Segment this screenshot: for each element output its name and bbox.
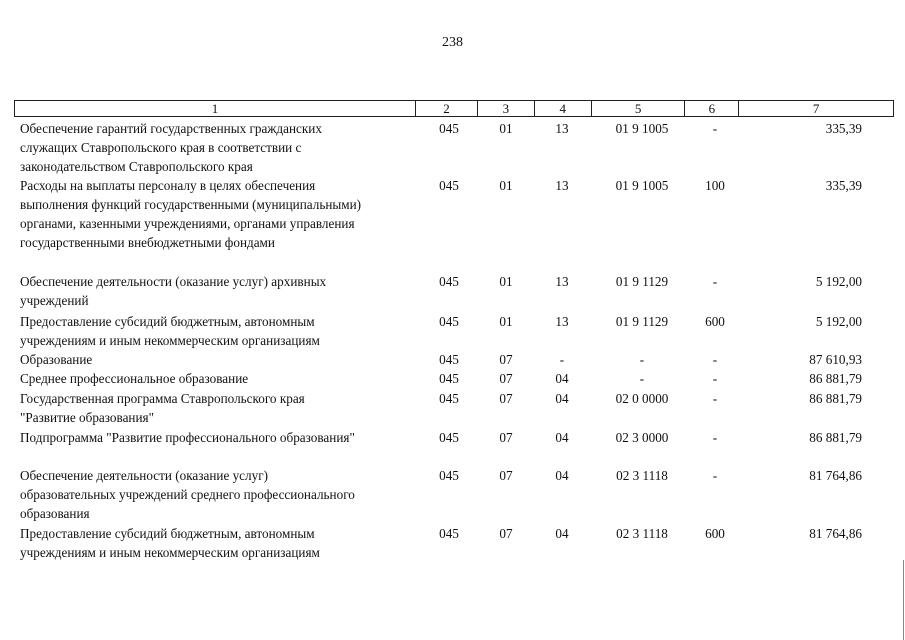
row-subsection: - — [559, 352, 565, 367]
row-expense-type: 100 — [705, 178, 725, 193]
row-name-line: учреждениям и иным некоммерческим организациям — [20, 333, 320, 348]
row-name — [20, 312, 420, 350]
row-target-article: 01 9 1129 — [615, 274, 669, 289]
header-col-5: 5 — [592, 101, 686, 116]
row-subsection: 04 — [555, 526, 569, 541]
row-name — [20, 524, 420, 562]
row-target-article: 02 3 0000 — [615, 430, 669, 445]
row-section: 07 — [499, 468, 513, 483]
row-name-line: Обеспечение гарантий государственных гражданских — [20, 121, 322, 136]
row-name-line: учреждений — [20, 293, 89, 308]
row-expense-type: - — [712, 274, 718, 289]
row-amount: 86 881,79 — [809, 391, 862, 406]
row-name-line: образовательных учреждений среднего профессионального — [20, 487, 355, 502]
row-expense-type: - — [712, 468, 718, 483]
row-name-line: Предоставление субсидий бюджетным, автономным — [20, 314, 315, 329]
row-name — [20, 119, 420, 176]
row-amount: 335,39 — [825, 178, 862, 193]
row-name-line: "Развитие образования" — [20, 410, 154, 425]
row-code: 045 — [439, 352, 459, 367]
row-name-line: законодательством Ставропольского края — [20, 159, 253, 174]
row-expense-type: - — [712, 371, 718, 386]
header-col-6: 6 — [685, 101, 739, 116]
row-name — [20, 466, 420, 523]
page-number: 238 — [442, 35, 463, 50]
row-target-article: 01 9 1005 — [615, 178, 669, 193]
row-name-line: Расходы на выплаты персоналу в целях обеспечения — [20, 178, 316, 193]
row-target-article: 01 9 1005 — [615, 121, 669, 136]
row-code: 045 — [439, 314, 459, 329]
row-amount: 5 192,00 — [815, 314, 862, 329]
row-section: 01 — [499, 178, 513, 193]
row-name — [20, 369, 420, 388]
row-expense-type: - — [712, 430, 718, 445]
row-code: 045 — [439, 274, 459, 289]
row-code: 045 — [439, 468, 459, 483]
row-amount: 86 881,79 — [809, 371, 862, 386]
row-amount: 87 610,93 — [809, 352, 862, 367]
row-target-article: - — [639, 352, 645, 367]
row-name-line: Образование — [20, 352, 93, 367]
row-name-line: государственными внебюджетными фондами — [20, 235, 275, 250]
row-code: 045 — [439, 430, 459, 445]
row-expense-type: - — [712, 121, 718, 136]
row-code: 045 — [439, 391, 459, 406]
row-target-article: 02 3 1118 — [616, 526, 668, 541]
row-expense-type: - — [712, 352, 718, 367]
row-section: 01 — [499, 314, 513, 329]
row-name — [20, 428, 420, 447]
row-amount: 81 764,86 — [809, 526, 862, 541]
header-col-3: 3 — [478, 101, 535, 116]
row-target-article: 01 9 1129 — [615, 314, 669, 329]
row-section: 01 — [499, 274, 513, 289]
row-expense-type: 600 — [705, 314, 725, 329]
row-code: 045 — [439, 371, 459, 386]
row-subsection: 13 — [555, 274, 569, 289]
row-section: 01 — [499, 121, 513, 136]
row-subsection: 13 — [555, 314, 569, 329]
row-code: 045 — [439, 178, 459, 193]
row-subsection: 04 — [555, 430, 569, 445]
row-target-article: 02 0 0000 — [615, 391, 669, 406]
row-name-line: Государственная программа Ставропольского края — [20, 391, 305, 406]
row-name-line: органами, казенными учреждениями, органами управления — [20, 216, 355, 231]
header-col-1: 1 — [15, 101, 416, 116]
row-subsection: 13 — [555, 121, 569, 136]
row-name-line: Подпрограмма "Развитие профессионального образования" — [20, 430, 355, 445]
scan-edge-mark — [903, 560, 904, 640]
row-name — [20, 350, 420, 369]
row-amount: 86 881,79 — [809, 430, 862, 445]
row-section: 07 — [499, 391, 513, 406]
table-header — [14, 100, 894, 117]
row-name — [20, 389, 420, 427]
row-target-article: - — [639, 371, 645, 386]
row-section: 07 — [499, 526, 513, 541]
row-code: 045 — [439, 526, 459, 541]
row-expense-type: 600 — [705, 526, 725, 541]
row-amount: 335,39 — [825, 121, 862, 136]
row-section: 07 — [499, 371, 513, 386]
row-expense-type: - — [712, 391, 718, 406]
row-code: 045 — [439, 121, 459, 136]
row-amount: 5 192,00 — [815, 274, 862, 289]
row-name-line: выполнения функций государственными (муниципальными) — [20, 197, 362, 212]
row-subsection: 13 — [555, 178, 569, 193]
row-section: 07 — [499, 352, 513, 367]
row-name-line: учреждениям и иным некоммерческим организациям — [20, 545, 320, 560]
row-subsection: 04 — [555, 468, 569, 483]
header-col-4: 4 — [535, 101, 592, 116]
row-name-line: Среднее профессиональное образование — [20, 371, 249, 386]
header-col-2: 2 — [416, 101, 478, 116]
row-name — [20, 272, 420, 310]
row-subsection: 04 — [555, 371, 569, 386]
row-target-article: 02 3 1118 — [616, 468, 668, 483]
header-col-7: 7 — [812, 101, 820, 116]
row-section: 07 — [499, 430, 513, 445]
row-name-line: Предоставление субсидий бюджетным, автономным — [20, 526, 315, 541]
row-amount: 81 764,86 — [809, 468, 862, 483]
row-name-line: служащих Ставропольского края в соответствии с — [20, 140, 302, 155]
row-name-line: Обеспечение деятельности (оказание услуг) — [20, 468, 269, 483]
row-subsection: 04 — [555, 391, 569, 406]
row-name-line: Обеспечение деятельности (оказание услуг) архивных — [20, 274, 327, 289]
row-name-line: образования — [20, 506, 90, 521]
row-name — [20, 176, 420, 252]
